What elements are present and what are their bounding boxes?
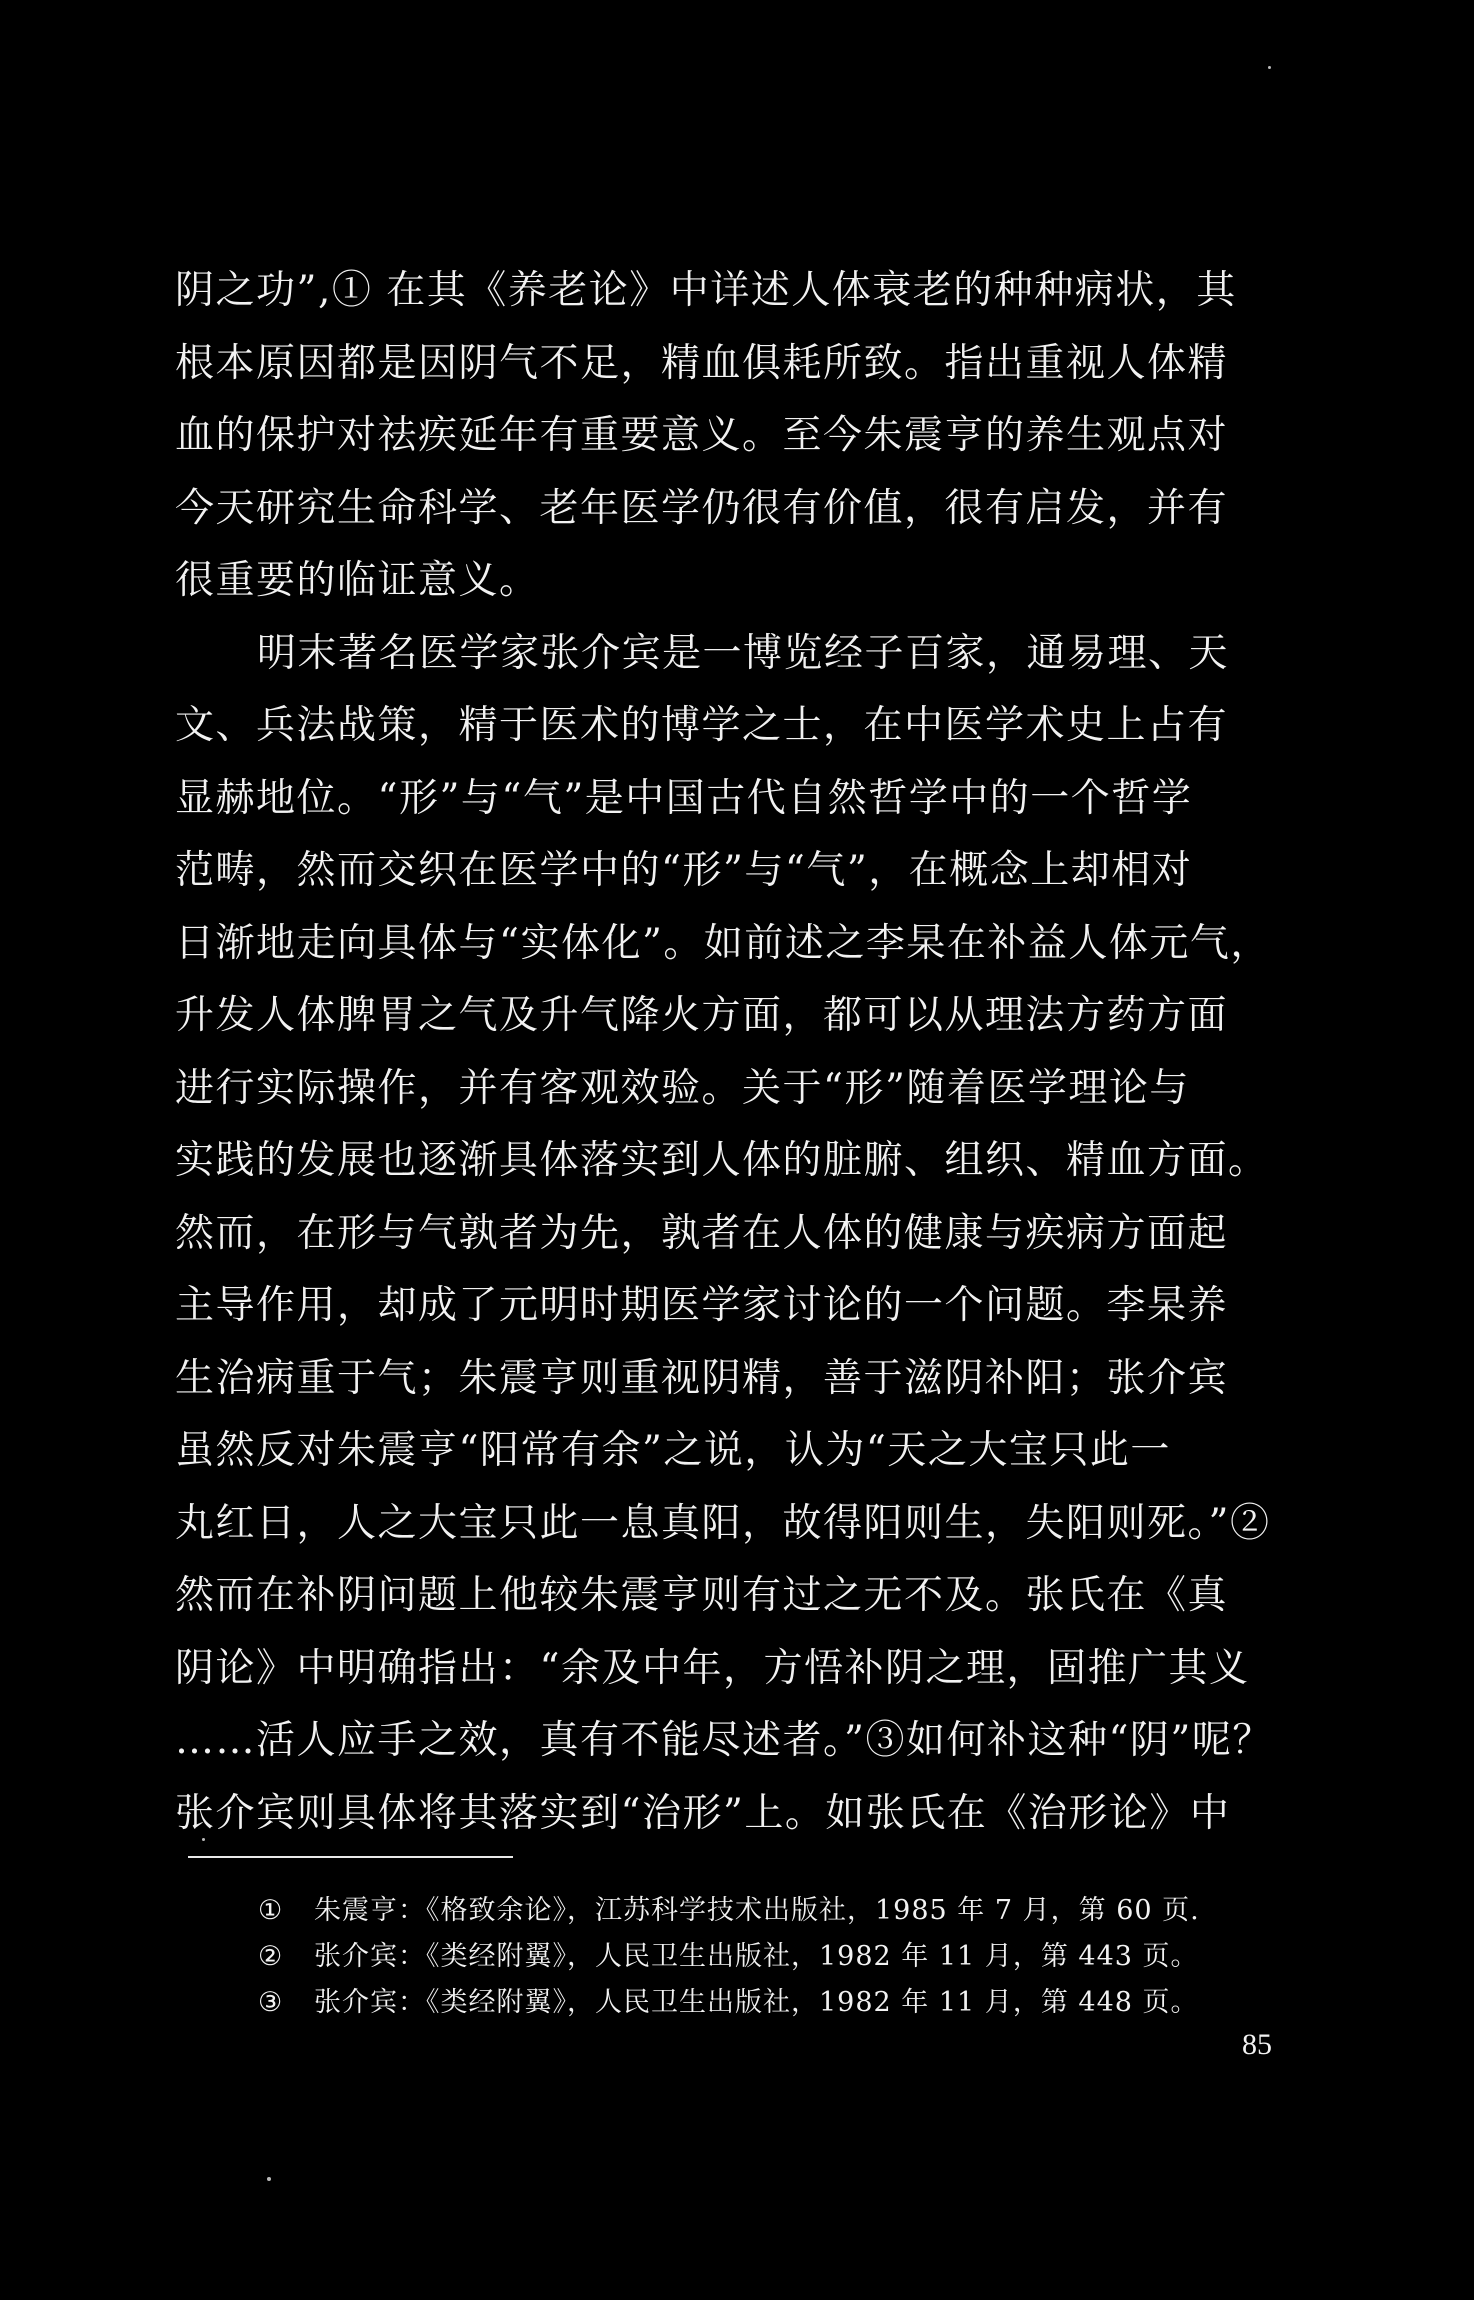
paragraph-start-line: 明末著名医学家张介宾是一博览经子百家，通易理、天 xyxy=(257,630,1230,676)
text-line: 阴之功”,① 在其《养老论》中详述人体衰老的种种病状，其 xyxy=(175,268,1237,313)
text-line: 根本原因都是因阴气不足，精血俱耗所致。指出重视人体精 xyxy=(175,340,1229,386)
text-line: 很重要的临证意义。 xyxy=(175,558,540,603)
footnote-text: 张介宾：《类经附翼》，人民卫生出版社，1982 年 11 月，第 443 页。 xyxy=(314,1941,1199,1972)
text-line: 阴论》中明确指出：“余及中年，方悟补阴之理，固推广其义 xyxy=(175,1645,1250,1691)
scan-speck xyxy=(202,1838,205,1841)
footnotes xyxy=(258,1888,1308,2026)
text-line: 生治病重于气；朱震亨则重视阴精，善于滋阴补阳；张介宾 xyxy=(175,1355,1229,1401)
footnote-marker: ① xyxy=(258,1895,284,1926)
text-line: 日渐地走向具体与“实体化”。如前述之李杲在补益人体元气， xyxy=(175,920,1271,966)
text-line: 进行实际操作，并有客观效验。关于“形”随着医学理论与 xyxy=(175,1065,1190,1111)
text-line: 今天研究生命科学、老年医学仍很有价值，很有启发，并有 xyxy=(175,485,1229,531)
footnote-2 xyxy=(258,1934,1308,1980)
scan-speck xyxy=(1268,66,1271,69)
text-line: 显赫地位。“形”与“气”是中国古代自然哲学中的一个哲学 xyxy=(175,775,1193,821)
text-line: 血的保护对祛疾延年有重要意义。至今朱震亨的养生观点对 xyxy=(175,413,1229,458)
text-line: 实践的发展也逐渐具体落实到人体的脏腑、组织、精血方面。 xyxy=(175,1138,1269,1183)
footnote-marker: ③ xyxy=(258,1987,284,2018)
footnote-3 xyxy=(258,1980,1308,2026)
scan-speck xyxy=(267,2177,271,2181)
text-line: 然而，在形与气孰者为先，孰者在人体的健康与疾病方面起 xyxy=(175,1210,1229,1256)
text-line: 张介宾则具体将其落实到“治形”上。如张氏在《治形论》中 xyxy=(175,1790,1231,1836)
footnote-divider xyxy=(188,1856,513,1858)
text-line: 升发人体脾胃之气及升气降火方面，都可以从理法方药方面 xyxy=(175,993,1229,1038)
main-text xyxy=(175,255,1310,1850)
text-line: 虽然反对朱震亨“阳常有余”之说，认为“天之大宝只此一 xyxy=(175,1428,1171,1473)
text-line: 主导作用，却成了元明时期医学家讨论的一个问题。李杲养 xyxy=(175,1283,1229,1328)
page-number: 85 xyxy=(1242,2028,1272,2061)
text-line: 丸红日，人之大宝只此一息真阳，故得阳则生，失阳则死。”② xyxy=(175,1500,1271,1546)
footnote-text: 张介宾：《类经附翼》，人民卫生出版社，1982 年 11 月，第 448 页。 xyxy=(314,1987,1199,2018)
text-line: ……活人应手之效，真有不能尽述者。”③如何补这种“阴”呢？ xyxy=(175,1718,1273,1763)
footnote-1 xyxy=(258,1888,1308,1934)
footnote-marker: ② xyxy=(258,1941,284,1972)
text-line: 然而在补阴问题上他较朱震亨则有过之无不及。张氏在《真 xyxy=(175,1573,1229,1618)
text-line: 文、兵法战策，精于医术的博学之士，在中医学术史上占有 xyxy=(175,703,1229,748)
text-line: 范畴，然而交织在医学中的“形”与“气”，在概念上却相对 xyxy=(175,848,1193,893)
footnote-text: 朱震亨：《格致余论》，江苏科学技术出版社，1985 年 7 月，第 60 页. xyxy=(314,1895,1200,1926)
